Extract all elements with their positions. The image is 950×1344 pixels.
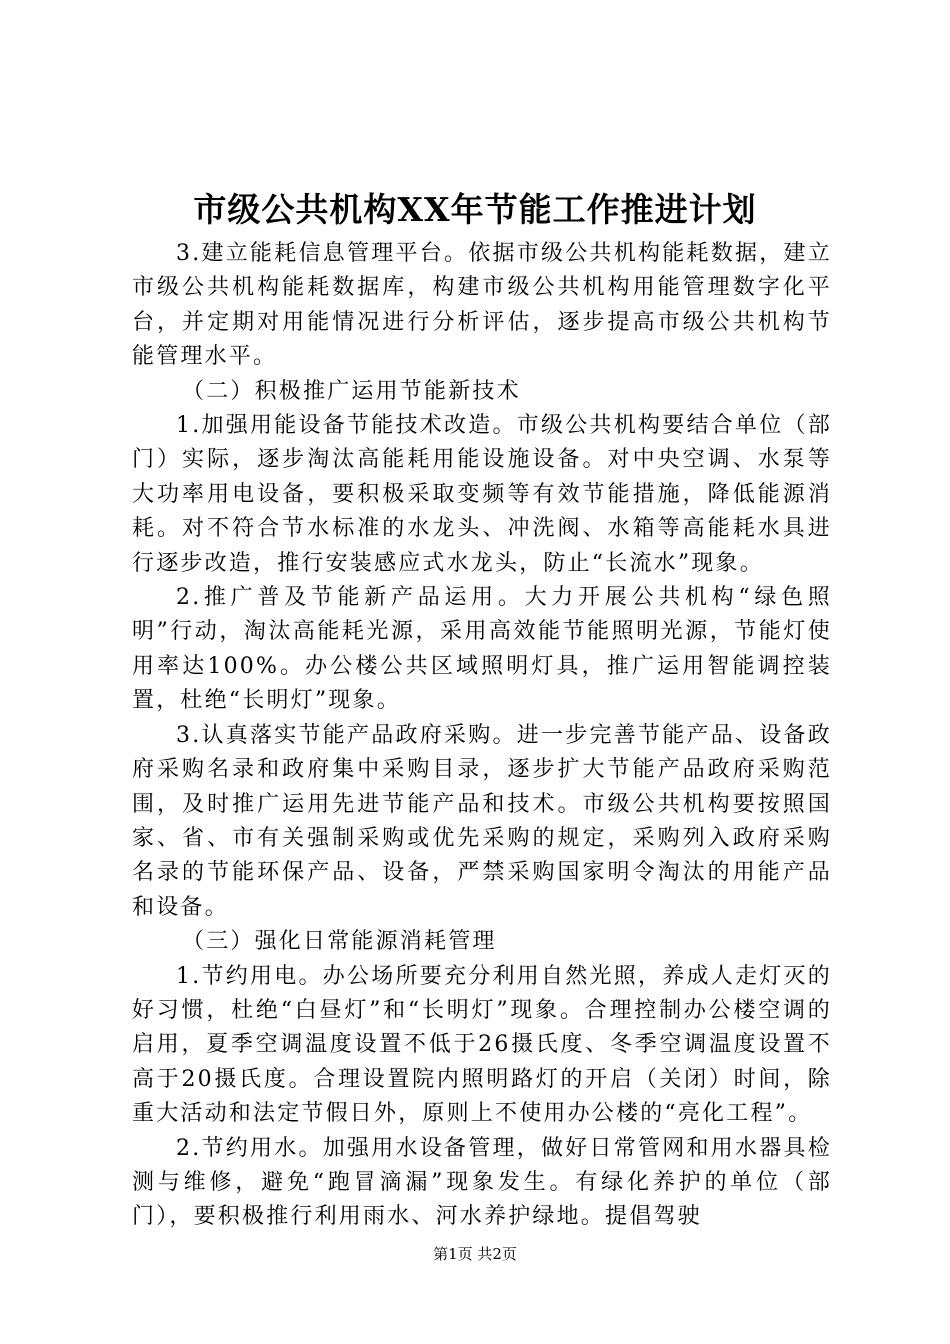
paragraph-save-electricity: 1.节约用电。办公场所要充分利用自然光照，养成人走灯灭的好习惯，杜绝“白昼灯”和“长明灯”现象。合理控制办公楼空调的启用，夏季空调温度设置不低于26摄氏度、冬季空调温度设置不高于20摄氏度。合理设置院内照明路灯的开启（关闭）时间，除重大活动和法定节假日外，原则上不使用办公楼的“亮化工程”。	[132, 963, 832, 1127]
section-heading-new-tech: （二）积极推广运用节能新技术	[182, 378, 521, 404]
paragraph-save-water: 2.节约用水。加强用水设备管理，做好日常管网和用水器具检测与维修，避免“跑冒滴漏”现象发生。有绿化养护的单位（部门），要积极推行利用雨水、河水养护绿地。提倡驾驶	[132, 1135, 832, 1230]
paragraph-energy-platform: 3.建立能耗信息管理平台。依据市级公共机构能耗数据，建立市级公共机构能耗数据库，构建市级公共机构用能管理数字化平台，并定期对用能情况进行分析评估，逐步提高市级公共机构节能管理水平。	[132, 241, 832, 370]
paragraph-new-products: 2.推广普及节能新产品运用。大力开展公共机构“绿色照明”行动，淘汰高能耗光源，采用高效能节能照明光源，节能灯使用率达100%。办公楼公共区域照明灯具，推广运用智能调控装置，杜绝“长明灯”现象。	[132, 585, 832, 714]
paragraph-equipment-retrofit: 1.加强用能设备节能技术改造。市级公共机构要结合单位（部门）实际，逐步淘汰高能耗用能设施设备。对中央空调、水泵等大功率用电设备，要积极采取变频等有效节能措施，降低能源消耗。对不符合节水标准的水龙头、冲洗阀、水箱等高能耗水具进行逐步改造，推行安装感应式水龙头，防止“长流水”现象。	[132, 413, 832, 576]
document-title: 市级公共机构XX年节能工作推进计划	[193, 190, 757, 229]
paragraph-procurement: 3.认真落实节能产品政府采购。进一步完善节能产品、设备政府采购名录和政府集中采购目录，逐步扩大节能产品政府采购范围，及时推广运用先进节能产品和技术。市级公共机构要按照国家、省、市有关强制采购或优先采购的规定，采购列入政府采购名录的节能环保产品、设备，严禁采购国家明令淘汰的用能产品和设备。	[132, 722, 832, 920]
document-body	[132, 237, 832, 1235]
page-footer: 第1页 共2页	[433, 1245, 517, 1263]
section-heading-daily-management: （三）强化日常能源消耗管理	[182, 929, 497, 955]
